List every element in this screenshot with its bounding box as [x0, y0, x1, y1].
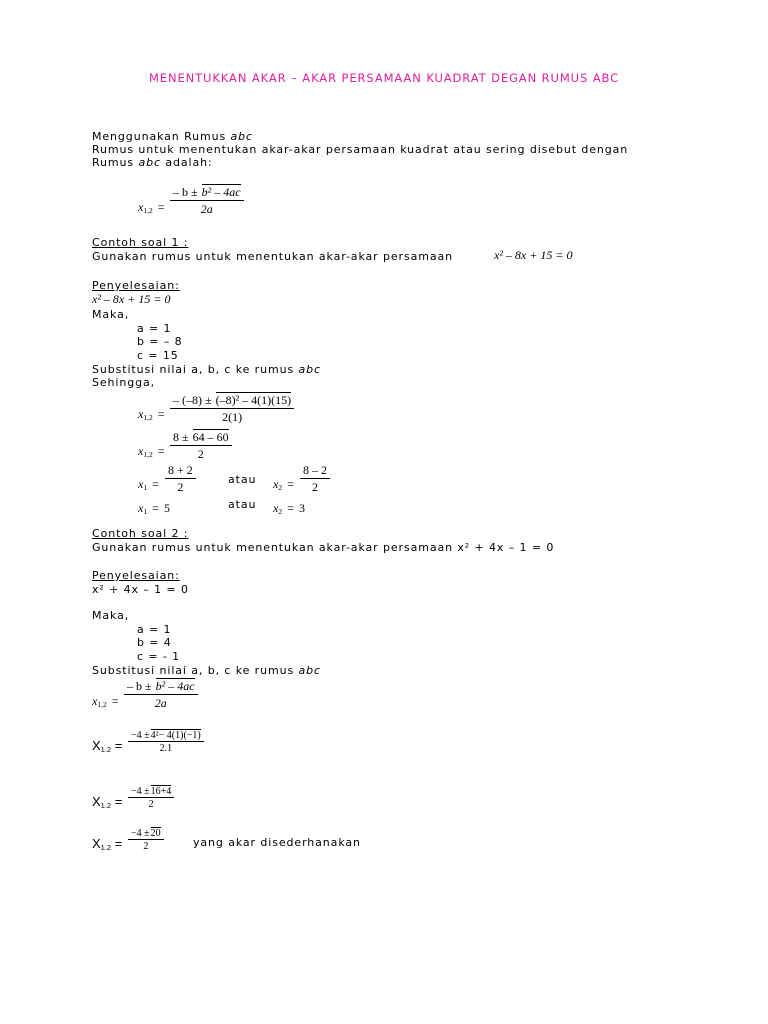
ex2-c: c = - 1: [137, 650, 181, 663]
ex1-x1-denominator: 2: [165, 478, 196, 495]
ex2-step1-lhs: [92, 738, 122, 754]
intro-line-2-abc: abc: [138, 156, 161, 169]
ex2-step2-numerator: [128, 786, 174, 797]
ex1-x1-lhs: [138, 473, 159, 492]
ex1-step1-equals: =: [157, 407, 165, 421]
formula-x: x: [138, 200, 144, 214]
ex2-step3-num-pre: −4 ±: [131, 828, 150, 839]
formula-radicand: b² – 4ac: [201, 185, 241, 199]
intro-line-2-pre: Rumus: [92, 156, 139, 169]
ex2-step2-X-sub: 1.2: [100, 801, 112, 810]
formula-fraction: [170, 185, 244, 217]
intro-line-2: [92, 156, 213, 169]
ex1-c: c = 15: [137, 349, 179, 362]
ex1-x2-sub: 2: [278, 483, 283, 492]
ex2-step2-fraction: [128, 786, 174, 810]
ex1-x2-result-sub: 2: [278, 507, 283, 516]
ex1-a: a = 1: [137, 322, 172, 335]
ex1-atau-1: atau: [228, 473, 257, 486]
formula-denominator: 2a: [170, 200, 244, 217]
ex1-sehingga: Sehingga,: [92, 376, 156, 389]
ex2-equation-repeat: x² + 4x – 1 = 0: [92, 583, 189, 596]
ex2-subst: [92, 664, 321, 677]
ex1-x1: x: [138, 477, 144, 491]
ex1-step2-x: x: [138, 444, 144, 458]
ex1-x2-result-x: x: [273, 501, 279, 515]
intro-line-1: Rumus untuk menentukan akar-akar persamaan kuadrat atau sering disebut dengan: [92, 143, 629, 156]
formula-x-sub: 1,2: [143, 206, 153, 215]
ex1-equation: x² – 8x + 15 = 0: [494, 248, 573, 262]
ex2-formula-fraction: [124, 679, 198, 711]
ex1-step1-num-pre: – (–8) ±: [173, 393, 215, 407]
ex1-x1-fraction: [165, 463, 196, 495]
ex1-step1-fraction: [170, 393, 294, 425]
ex1-step2-fraction: [170, 430, 232, 462]
ex1-x1-result-value: 5: [164, 501, 171, 515]
ex2-step2-lhs: [92, 794, 122, 810]
intro-heading-abc: abc: [230, 130, 253, 143]
ex1-equation-repeat: x² – 8x + 15 = 0: [92, 292, 171, 306]
ex2-a: a = 1: [137, 623, 172, 636]
ex2-question: Gunakan rumus untuk menentukan akar-akar persamaan x² + 4x – 1 = 0: [92, 541, 555, 554]
formula-equals: =: [157, 200, 165, 214]
ex1-x2: x: [273, 477, 279, 491]
ex2-formula-lhs: [92, 690, 119, 709]
ex2-step3-radicand: 20: [150, 828, 161, 839]
ex1-x2-result: [273, 497, 305, 516]
ex2-step3-note: yang akar disederhanakan: [193, 836, 361, 849]
ex2-formula-numerator: [124, 679, 198, 694]
document-title: MENENTUKKAN AKAR – AKAR PERSAMAAN KUADRAT DEGAN RUMUS ABC: [148, 71, 620, 85]
ex2-heading: Contoh soal 2 :: [92, 527, 189, 540]
ex1-subst-text: Substitusi nilai a, b, c ke rumus: [92, 363, 299, 376]
ex2-step1-radicand: 4²− 4(1)(−1): [150, 730, 201, 741]
intro-heading-text: Menggunakan Rumus: [92, 130, 231, 143]
ex2-formula-denominator: 2a: [124, 694, 198, 711]
ex2-step2-denominator: 2: [128, 797, 174, 810]
ex1-x1-sub: 1: [143, 483, 148, 492]
formula-lhs: [138, 196, 165, 215]
ex2-step1-fraction: [128, 730, 204, 754]
ex1-subst-abc: abc: [298, 363, 321, 376]
ex2-step1-equals: =: [111, 738, 123, 753]
ex1-x1-numerator: 8 + 2: [168, 463, 193, 477]
ex2-maka: Maka,: [92, 609, 130, 622]
ex2-step3-denominator: 2: [128, 839, 164, 852]
ex2-step1-X-sub: 1.2: [100, 745, 112, 754]
ex2-solution-label: Penyelesaian:: [92, 569, 180, 582]
ex2-step1-num-pre: −4 ±: [131, 730, 150, 741]
intro-heading: [92, 130, 253, 143]
ex2-subst-abc: abc: [298, 664, 321, 677]
ex2-step3-numerator: [128, 828, 164, 839]
ex2-step2-radicand: 16+4: [150, 786, 172, 797]
ex2-step1-numerator: [128, 730, 204, 741]
intro-line-2-post: adalah:: [160, 156, 213, 169]
formula-num-pre: – b ±: [173, 185, 201, 199]
ex2-step3-fraction: [128, 828, 164, 852]
ex2-step1-X: X: [92, 738, 101, 753]
ex1-b: b = – 8: [137, 335, 183, 348]
ex2-step3-X-sub: 1.2: [100, 843, 112, 852]
ex2-step1-denominator: 2.1: [128, 741, 204, 754]
ex1-heading: Contoh soal 1 :: [92, 236, 189, 249]
ex2-b: b = 4: [137, 636, 172, 649]
ex1-step2-numerator: [170, 430, 232, 445]
ex2-step2-X: X: [92, 794, 101, 809]
ex1-step2-num-pre: 8 ±: [173, 430, 192, 444]
ex2-formula-x: x: [92, 694, 98, 708]
ex1-step1-numerator: [170, 393, 294, 408]
formula-numerator: [170, 185, 244, 200]
ex1-maka: Maka,: [92, 308, 130, 321]
ex1-x1-result-equals: =: [152, 501, 159, 515]
ex1-step2-lhs: [138, 440, 165, 459]
ex2-step2-equals: =: [111, 794, 123, 809]
ex1-x1-result: [138, 497, 170, 516]
ex1-atau-2: atau: [228, 498, 257, 511]
ex1-x2-fraction: [300, 463, 330, 495]
ex2-formula-x-sub: 1,2: [97, 700, 107, 709]
ex1-subst: [92, 363, 321, 376]
ex1-x1-result-sub: 1: [143, 507, 148, 516]
ex2-step2-num-pre: −4 ±: [131, 786, 150, 797]
ex1-step1-radicand: (–8)² – 4(1)(15): [215, 393, 292, 407]
ex1-x1-result-x: x: [138, 501, 144, 515]
ex2-step3-lhs: [92, 836, 122, 852]
ex1-step1-lhs: [138, 403, 165, 422]
ex1-step1-x: x: [138, 407, 144, 421]
ex1-step2-radicand: 64 – 60: [192, 430, 229, 444]
ex1-step2-denominator: 2: [170, 445, 232, 462]
ex2-formula-equals: =: [111, 694, 119, 708]
ex1-x2-result-value: 3: [299, 501, 306, 515]
ex2-formula-radicand: b² – 4ac: [155, 679, 195, 693]
ex1-x1-equals: =: [152, 477, 159, 491]
ex2-formula-num-pre: – b ±: [127, 679, 155, 693]
ex1-step2-x-sub: 1,2: [143, 450, 153, 459]
ex2-subst-text: Substitusi nilai a, b, c ke rumus: [92, 664, 299, 677]
ex1-step1-x-sub: 1,2: [143, 413, 153, 422]
ex1-x2-result-equals: =: [287, 501, 294, 515]
ex1-x2-equals: =: [287, 477, 294, 491]
ex1-step1-denominator: 2(1): [170, 408, 294, 425]
ex1-x2-lhs: [273, 473, 294, 492]
ex1-step2-equals: =: [157, 444, 165, 458]
ex1-x2-numerator: 8 – 2: [303, 463, 327, 477]
ex1-question: Gunakan rumus untuk menentukan akar-akar persamaan: [92, 250, 453, 263]
ex1-x2-denominator: 2: [300, 478, 330, 495]
ex2-step3-equals: =: [111, 836, 123, 851]
ex1-solution-label: Penyelesaian:: [92, 279, 180, 292]
ex2-step3-X: X: [92, 836, 101, 851]
